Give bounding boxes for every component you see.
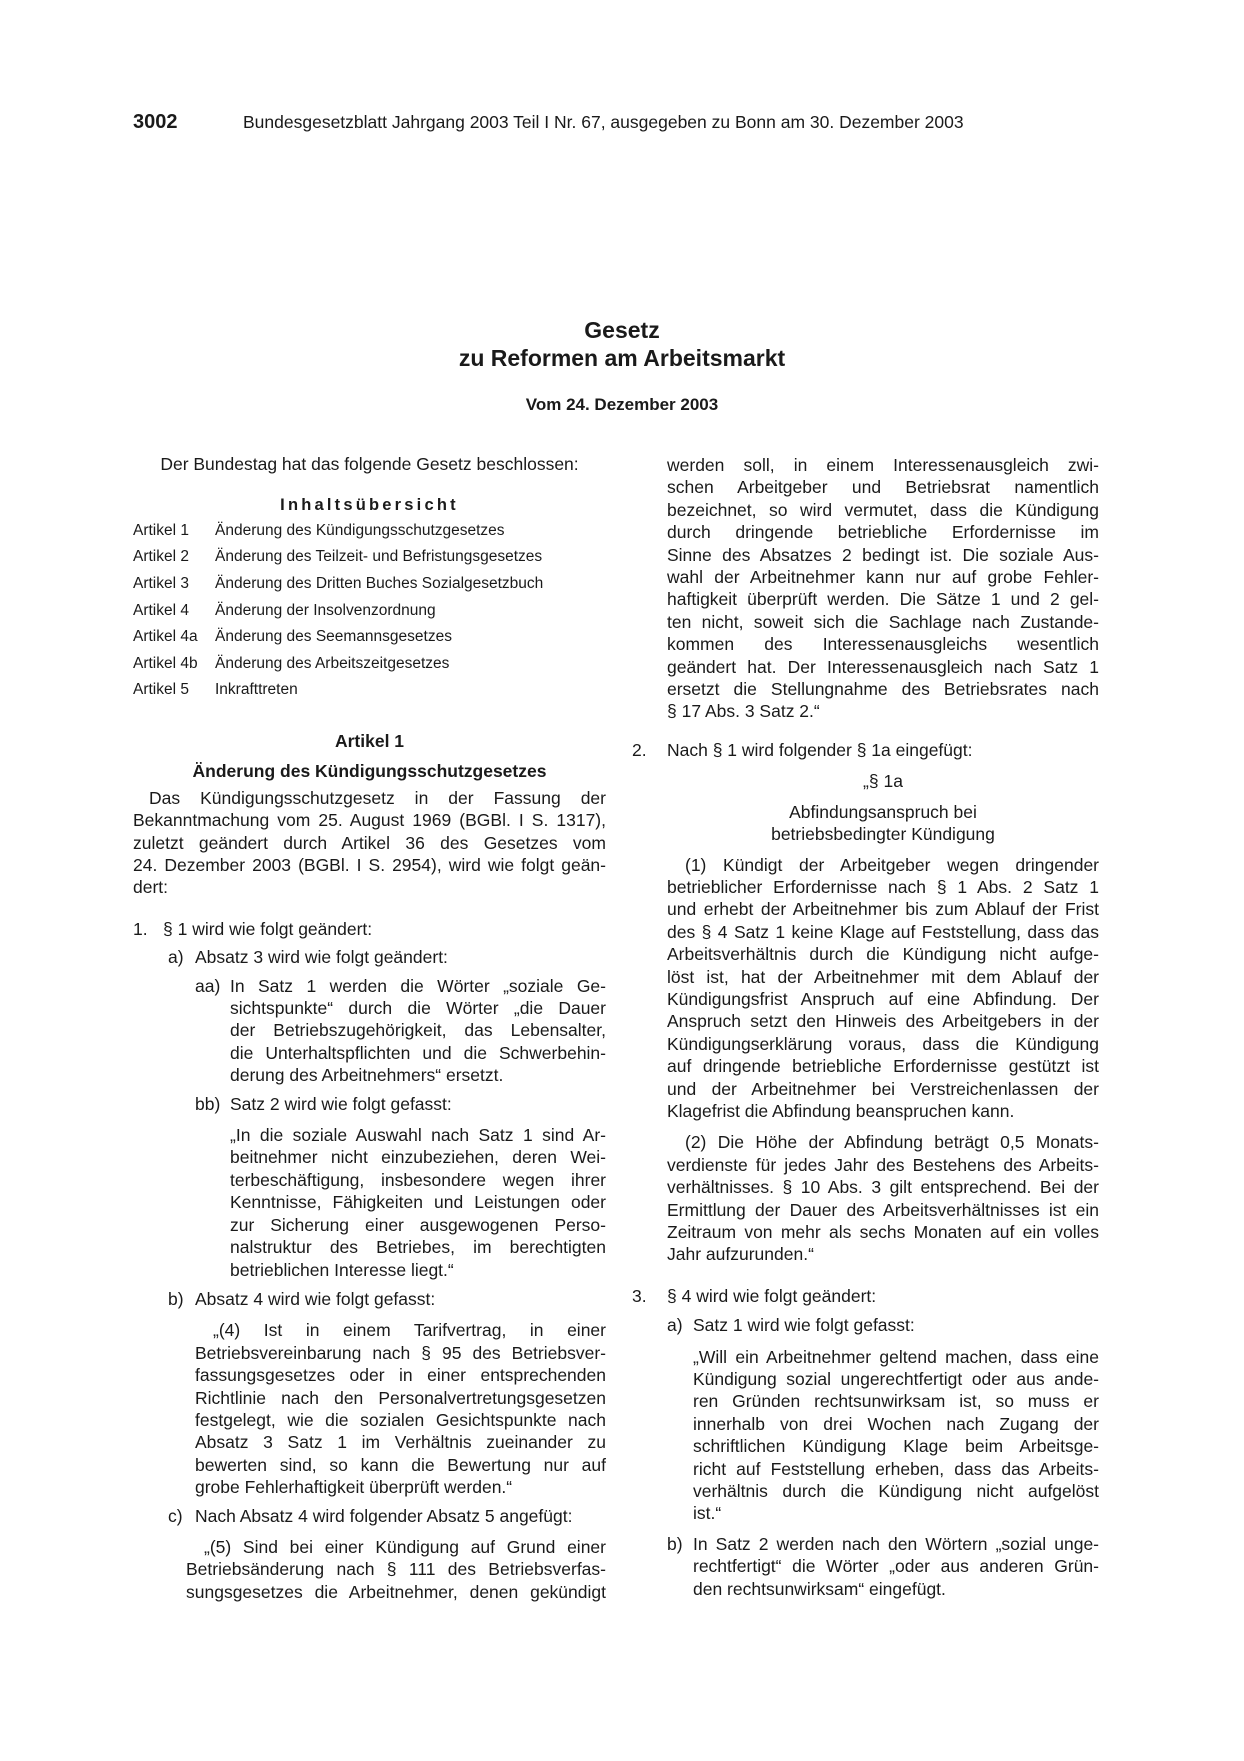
running-header: Bundesgesetzblatt Jahrgang 2003 Teil I Nr. 67, ausgegeben zu Bonn am 30. Dezember 2003 — [243, 112, 964, 132]
text-line: (2) Die Höhe der Abfindung beträgt 0,5 Monats- — [685, 1132, 1099, 1153]
text-line: Betriebsvereinbarung nach § 95 des Betriebsver- — [195, 1342, 606, 1363]
text-line: verhältnisses. § 10 Abs. 3 gilt entsprechend. Bei der — [667, 1177, 1099, 1198]
text-line: schriftlichen Kündigung Klage beim Arbeitsge- — [693, 1436, 1099, 1457]
table-of-contents — [133, 518, 606, 704]
text-line: In Satz 2 werden nach den Wörtern „sozial unge- — [693, 1533, 1099, 1554]
text-line: betrieblichen Interesse liegt.“ — [230, 1259, 454, 1280]
toc-label: Artikel 3 — [133, 575, 189, 592]
quoted-text-continued — [667, 454, 1099, 723]
subsection-2 — [667, 1131, 1099, 1265]
item-number: 2. — [632, 739, 647, 760]
text-line: zuletzt geändert durch Artikel 36 des Gesetzes vom — [133, 832, 606, 853]
text-line: richt auf Feststellung erheben, dass das Arbeits- — [693, 1458, 1099, 1479]
text-line: innerhalb von drei Wochen nach Zugang der — [693, 1413, 1099, 1434]
item-text: § 4 wird wie folgt geändert: — [667, 1285, 877, 1306]
text-line: „(4) Ist in einem Tarifvertrag, in einer — [213, 1320, 606, 1341]
text-line: und der Arbeitnehmer bei Verstreichenlassen der — [667, 1078, 1099, 1099]
toc-row — [133, 544, 606, 571]
list-item — [667, 1314, 1099, 1336]
item-label: b) — [168, 1288, 184, 1309]
toc-text: Änderung des Kündigungsschutzgesetzes — [215, 521, 505, 539]
paragraph-number: „§ 1a — [863, 771, 903, 792]
text-line: und erhebt der Arbeitnehmer bis zum Ablauf der Frist — [667, 899, 1099, 920]
text-line: Richtlinie nach den Personalvertretungsgesetzen — [195, 1387, 606, 1408]
text-line: Bekanntmachung vom 25. August 1969 (BGBl. I S. 1317), — [133, 810, 606, 831]
left-column — [133, 453, 606, 1603]
toc-text: Änderung der Insolvenzordnung — [215, 601, 436, 619]
list-item — [195, 1093, 606, 1115]
text-line: betrieblicher Erfordernisse nach § 1 Abs. 2 Satz 1 — [667, 876, 1099, 897]
text-line: der Betriebszugehörigkeit, das Lebensalter, — [230, 1020, 606, 1041]
text-line: Anspruch setzt den Hinweis des Arbeitgebers in der — [667, 1011, 1099, 1032]
law-title-line1: Gesetz — [584, 317, 660, 343]
list-item — [632, 739, 1099, 761]
toc-title: Inhaltsübersicht — [280, 496, 459, 515]
text-line: grobe Fehlerhaftigkeit überprüft werden.“ — [195, 1477, 513, 1498]
text-line: haftigkeit überprüft werden. Die Sätze 1 und 2 gel- — [667, 589, 1099, 610]
text-line: „(5) Sind bei einer Kündigung auf Grund einer — [204, 1536, 606, 1557]
item-text: Satz 1 wird wie folgt gefasst: — [693, 1315, 915, 1336]
text-line: geändert hat. Der Interessenausgleich nach Satz 1 — [667, 656, 1099, 677]
toc-row — [133, 598, 606, 625]
list-item — [168, 1288, 606, 1310]
text-line: „In die soziale Auswahl nach Satz 1 sind Ar- — [230, 1125, 606, 1146]
text-line: schen Arbeitgeber und Betriebsrat namentlich — [667, 477, 1099, 498]
text-line: In Satz 1 werden die Wörter „soziale Ge- — [230, 975, 606, 996]
item-text-block — [693, 1533, 1099, 1600]
toc-text: Änderung des Dritten Buches Sozialgesetzbuch — [215, 575, 544, 592]
toc-label: Artikel 4 — [133, 601, 189, 619]
text-line: Arbeitsverhältnis durch die Kündigung nicht aufge- — [667, 944, 1099, 965]
text-line: „Will ein Arbeitnehmer geltend machen, dass eine — [693, 1346, 1099, 1367]
paragraph-heading-line1: Abfindungsanspruch bei — [789, 801, 977, 822]
text-line: Zeitraum von mehr als sechs Monaten auf ein volles — [667, 1222, 1099, 1242]
text-line: die Unterhaltspflichten und die Schwerbehin- — [230, 1042, 606, 1063]
text-line: des § 4 Satz 1 keine Klage auf Feststellung, dass das — [667, 921, 1099, 942]
text-line: (1) Kündigt der Arbeitgeber wegen dringender — [685, 854, 1099, 875]
item-text: § 1 wird wie folgt geändert: — [163, 918, 373, 939]
item-text: Nach § 1 wird folgender § 1a eingefügt: — [667, 739, 973, 760]
text-line: Kündigung sozial ungerechtfertigt oder aus ande- — [693, 1369, 1099, 1390]
text-line: Kündigungsfrist Anspruch auf eine Abfindung. Der — [667, 988, 1099, 1009]
text-line: ren Gründen rechtsunwirksam ist, so muss er — [693, 1391, 1099, 1412]
article-heading: Artikel 1 — [334, 730, 405, 751]
text-line: Sinne des Absatzes 2 bedingt ist. Die soziale Aus- — [667, 544, 1099, 565]
text-line: dert: — [133, 877, 169, 898]
toc-row — [133, 677, 606, 704]
toc-row — [133, 651, 606, 678]
toc-row — [133, 571, 606, 598]
text-line: Das Kündigungsschutzgesetz in der Fassung der — [149, 787, 606, 808]
item-text: Absatz 4 wird wie folgt gefasst: — [195, 1288, 436, 1309]
item-label: bb) — [195, 1093, 221, 1114]
toc-label: Artikel 5 — [133, 681, 189, 699]
text-line: Betriebsänderung nach § 111 des Betriebsverfas- — [186, 1559, 606, 1580]
quoted-text — [693, 1346, 1099, 1525]
text-line: den rechtsunwirksam“ eingefügt. — [693, 1578, 946, 1599]
toc-label: Artikel 4a — [133, 628, 198, 646]
toc-row — [133, 624, 606, 651]
inserted-paragraph — [667, 770, 1099, 1266]
item-text: Satz 2 wird wie folgt gefasst: — [230, 1093, 452, 1114]
text-line: sungsgesetzes die Arbeitnehmer, denen gekündigt — [186, 1581, 606, 1602]
page-number: 3002 — [133, 111, 178, 133]
text-line: Kenntnisse, Fähigkeiten und Leistungen oder — [230, 1192, 606, 1213]
law-date: Vom 24. Dezember 2003 — [525, 395, 719, 414]
item-number: 3. — [632, 1285, 647, 1306]
text-line: ten nicht, soweit sich die Sachlage nach Zustande- — [667, 611, 1099, 632]
article-intro — [133, 787, 606, 899]
text-line: nalstruktur des Betriebes, im berechtigten — [230, 1237, 606, 1258]
text-line: bewerten sind, so kann die Bewertung nur auf — [195, 1454, 606, 1475]
list-item — [168, 946, 606, 968]
law-title-line2: zu Reformen am Arbeitsmarkt — [458, 345, 786, 371]
toc-text: Änderung des Teilzeit- und Befristungsgesetzes — [215, 548, 543, 566]
text-line: rechtfertigt“ die Wörter „oder aus anderen Grün- — [693, 1556, 1099, 1577]
text-line: derung des Arbeitnehmers“ ersetzt. — [230, 1065, 504, 1086]
item-label: a) — [168, 947, 184, 968]
quoted-text — [186, 1536, 606, 1603]
quoted-text — [230, 1124, 606, 1281]
text-line: zur Sicherung einer ausgewogenen Perso- — [230, 1214, 606, 1235]
text-line: werden soll, in einem Interessenausgleich zwi- — [667, 455, 1099, 475]
text-line: Absatz 3 Satz 1 im Verhältnis zueinander zu — [195, 1432, 606, 1453]
text-line: löst ist, hat der Arbeitnehmer mit dem Ablauf der — [667, 966, 1099, 987]
paragraph-heading-line2: betriebsbedingter Kündigung — [771, 824, 995, 845]
item-label: c) — [168, 1505, 183, 1526]
text-line: verhältnis durch die Kündigung nicht aufgelöst — [693, 1481, 1099, 1502]
text-line: kommen des Interessenausgleichs wesentlich — [667, 634, 1099, 655]
list-item — [133, 918, 606, 940]
text-line: § 17 Abs. 3 Satz 2.“ — [667, 701, 820, 722]
item-label: aa) — [195, 975, 221, 996]
toc-row — [133, 518, 606, 545]
toc-text: Inkrafttreten — [215, 681, 298, 699]
item-text-block — [230, 975, 606, 1087]
text-line: festgelegt, wie die sozialen Gesichtspunkte nach — [195, 1409, 606, 1430]
text-line: wahl der Arbeitnehmer kann nur auf grobe Fehler- — [667, 567, 1099, 588]
article-subheading: Änderung des Kündigungsschutzgesetzes — [192, 761, 547, 782]
text-line: bezeichnet, so wird vermutet, dass die Kündigung — [667, 499, 1099, 520]
item-label: b) — [667, 1533, 683, 1554]
text-line: Kündigungserklärung voraus, dass die Kündigung — [667, 1033, 1099, 1054]
text-line: Ermittlung der Dauer des Arbeitsverhältnisses ist ein — [667, 1199, 1099, 1220]
toc-text: Änderung des Arbeitszeitgesetzes — [215, 654, 450, 672]
enactment-clause: Der Bundestag hat das folgende Gesetz beschlossen: — [160, 454, 579, 474]
item-text: Nach Absatz 4 wird folgender Absatz 5 angefügt: — [195, 1505, 573, 1526]
quoted-text — [195, 1319, 606, 1498]
text-line: fassungsgesetzes oder in einer entsprechenden — [195, 1365, 606, 1386]
text-line: durch dringende betriebliche Erfordernisse im — [667, 522, 1099, 543]
text-line: sichtspunkte“ durch die Wörter „die Dauer — [230, 998, 606, 1019]
item-number: 1. — [133, 918, 148, 939]
right-column — [632, 454, 1099, 1600]
text-line: beitnehmer nicht einzubeziehen, deren Wei- — [230, 1147, 606, 1168]
text-line: verdienste für jedes Jahr des Bestehens des Arbeits- — [667, 1154, 1099, 1175]
list-item — [667, 1533, 1099, 1600]
list-item — [632, 1285, 1099, 1307]
text-line: ersetzt die Stellungnahme des Betriebsrates nach — [667, 679, 1099, 700]
text-line: 24. Dezember 2003 (BGBl. I S. 2954), wird wie folgt geän- — [133, 855, 606, 875]
text-line: ist.“ — [693, 1503, 722, 1524]
list-item — [195, 975, 606, 1087]
text-line: Jahr aufzurunden.“ — [667, 1244, 814, 1265]
item-label: a) — [667, 1315, 683, 1336]
text-line: Klagefrist die Abfindung beanspruchen kann. — [667, 1100, 1015, 1121]
toc-text: Änderung des Seemannsgesetzes — [215, 628, 452, 646]
item-text: Absatz 3 wird wie folgt geändert: — [195, 947, 448, 968]
subsection-1 — [667, 854, 1099, 1123]
toc-label: Artikel 1 — [133, 521, 189, 539]
text-line: auf dringende betriebliche Erfordernisse gestützt ist — [667, 1056, 1099, 1077]
text-line: terbeschäftigung, insbesondere wegen ihrer — [230, 1169, 606, 1190]
list-item — [168, 1505, 606, 1527]
toc-label: Artikel 4b — [133, 654, 198, 672]
toc-label: Artikel 2 — [133, 548, 189, 566]
